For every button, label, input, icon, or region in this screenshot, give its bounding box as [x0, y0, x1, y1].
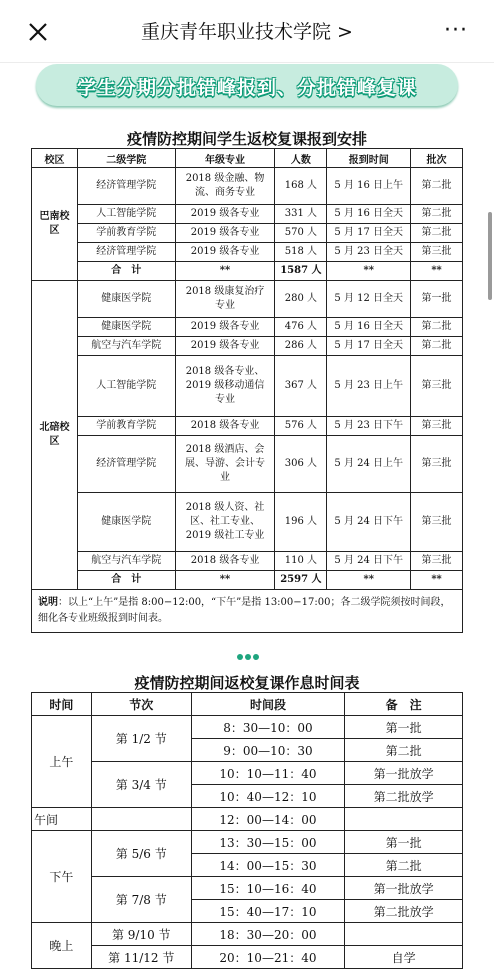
table-row [32, 243, 463, 262]
college-cell: 航空与汽车学院 [77, 337, 175, 356]
class-schedule-title: 疫情防控期间返校复课作息时间表 [134, 674, 360, 692]
header-cell: 报到时间 [327, 149, 411, 168]
campus-cell: 北碚校区 [32, 281, 78, 590]
batch-cell: 第三批 [411, 356, 463, 417]
college-cell: 航空与汽车学院 [77, 552, 175, 571]
time-cell: 5 月 24 日上午 [327, 436, 411, 493]
session-cell: 第 11/12 节 [91, 946, 191, 969]
time-range-cell: 15：10—16：40 [191, 877, 345, 900]
batch-cell: 第三批 [411, 552, 463, 571]
college-cell: 健康医学院 [77, 281, 175, 318]
time-cell: 5 月 16 日上午 [327, 168, 411, 205]
batch-cell: 第二批 [411, 205, 463, 224]
time-cell: 5 月 12 日全天 [327, 281, 411, 318]
header-cell: 时间段 [191, 693, 345, 716]
session-cell [91, 808, 191, 831]
session-cell: 第 9/10 节 [91, 923, 191, 946]
count-cell: 518 人 [275, 243, 327, 262]
time-range-cell: 20：10—21：40 [191, 946, 345, 969]
major-cell: 2019 级各专业 [175, 318, 275, 337]
total-label: 合 计 [77, 571, 175, 590]
time-cell: 5 月 23 日全天 [327, 243, 411, 262]
time-range-cell: 8：30—10：00 [191, 716, 345, 739]
header-cell: 备 注 [345, 693, 463, 716]
total-count: 1587 人 [275, 262, 327, 281]
header-cell: 节次 [91, 693, 191, 716]
header-cell: 时间 [32, 693, 92, 716]
remark-cell [345, 808, 463, 831]
time-range-cell: 14：00—15：30 [191, 854, 345, 877]
top-navigation-bar [0, 0, 494, 63]
remark-cell: 第二批放学 [345, 900, 463, 923]
major-cell: 2019 级各专业 [175, 205, 275, 224]
batch-cell: ** [411, 571, 463, 590]
major-cell: ** [175, 571, 275, 590]
table-row [32, 168, 463, 205]
table-row [32, 281, 463, 318]
period-cell: 午间 [32, 808, 92, 831]
table-row [32, 224, 463, 243]
batch-cell: 第三批 [411, 243, 463, 262]
page-title[interactable]: 重庆青年职业技术学院 > [141, 21, 353, 43]
table-row [32, 337, 463, 356]
major-cell: 2018 级金融、物流、商务专业 [175, 168, 275, 205]
class-schedule-table [31, 692, 463, 969]
remark-cell: 第二批 [345, 739, 463, 762]
count-cell: 110 人 [275, 552, 327, 571]
count-cell: 168 人 [275, 168, 327, 205]
divider-dot [253, 654, 259, 660]
total-row [32, 262, 463, 281]
table-note [32, 590, 463, 633]
college-cell: 学前教育学院 [77, 224, 175, 243]
total-label: 合 计 [77, 262, 175, 281]
note-label: 说明 [38, 597, 58, 608]
major-cell: ** [175, 262, 275, 281]
report-schedule-table [31, 148, 463, 633]
time-cell: 5 月 24 日下午 [327, 493, 411, 552]
session-cell: 第 7/8 节 [91, 877, 191, 923]
table-row [32, 318, 463, 337]
divider-dot [237, 654, 243, 660]
time-cell: 5 月 23 日下午 [327, 417, 411, 436]
college-cell: 经济管理学院 [77, 243, 175, 262]
remark-cell: 第一批 [345, 716, 463, 739]
header-cell: 人数 [275, 149, 327, 168]
table-row [32, 877, 463, 900]
session-cell: 第 5/6 节 [91, 831, 191, 877]
major-cell: 2018 级康复治疗专业 [175, 281, 275, 318]
time-cell: 5 月 23 日上午 [327, 356, 411, 417]
major-cell: 2018 级各专业 [175, 552, 275, 571]
session-cell: 第 1/2 节 [91, 716, 191, 762]
batch-cell: 第二批 [411, 224, 463, 243]
college-cell: 人工智能学院 [77, 356, 175, 417]
table-header-row [32, 149, 463, 168]
batch-cell: 第二批 [411, 168, 463, 205]
major-cell: 2019 级各专业 [175, 224, 275, 243]
time-cell: ** [327, 262, 411, 281]
table-row [32, 923, 463, 946]
count-cell: 331 人 [275, 205, 327, 224]
batch-cell: 第三批 [411, 493, 463, 552]
time-cell: 5 月 17 日全天 [327, 224, 411, 243]
total-count: 2597 人 [275, 571, 327, 590]
remark-cell: 第一批放学 [345, 877, 463, 900]
period-cell: 下午 [32, 831, 92, 923]
count-cell: 306 人 [275, 436, 327, 493]
time-range-cell: 18：30—20：00 [191, 923, 345, 946]
time-range-cell: 12：00—14：00 [191, 808, 345, 831]
count-cell: 286 人 [275, 337, 327, 356]
remark-cell: 第二批 [345, 854, 463, 877]
note-text: ：以上“上午”是指 8:00−12:00，“下午”是指 13:00−17:00；各二级学院须按时间段，细化各专业班级报到时间表。 [38, 597, 451, 624]
time-range-cell: 9：00—10：30 [191, 739, 345, 762]
table-row [32, 762, 463, 785]
table-row [32, 436, 463, 493]
time-cell: 5 月 16 日全天 [327, 205, 411, 224]
note-row [32, 590, 463, 633]
banner-text: 学生分期分批错峰报到、分批错峰复课 [76, 77, 417, 99]
time-range-cell: 13：30—15：00 [191, 831, 345, 854]
report-schedule-title: 疫情防控期间学生返校复课报到安排 [126, 130, 367, 148]
major-cell: 2018 级各专业 [175, 417, 275, 436]
time-cell: 5 月 24 日下午 [327, 552, 411, 571]
remark-cell: 第二批放学 [345, 785, 463, 808]
remark-cell [345, 923, 463, 946]
college-cell: 健康医学院 [77, 493, 175, 552]
major-cell: 2018 级人资、社区、社工专业、2019 级社工专业 [175, 493, 275, 552]
divider-dot [245, 654, 251, 660]
table-row [32, 205, 463, 224]
college-cell: 人工智能学院 [77, 205, 175, 224]
college-cell: 经济管理学院 [77, 436, 175, 493]
college-cell: 经济管理学院 [77, 168, 175, 205]
total-row [32, 571, 463, 590]
major-cell: 2019 级各专业 [175, 243, 275, 262]
header-cell: 校区 [32, 149, 78, 168]
major-cell: 2019 级各专业 [175, 337, 275, 356]
batch-cell: 第三批 [411, 417, 463, 436]
table-header-row [32, 693, 463, 716]
time-cell: 5 月 16 日全天 [327, 318, 411, 337]
time-range-cell: 15：40—17：10 [191, 900, 345, 923]
time-cell: 5 月 17 日全天 [327, 337, 411, 356]
batch-cell: 第三批 [411, 436, 463, 493]
scrollbar-thumb[interactable] [488, 212, 492, 300]
header-cell: 批次 [411, 149, 463, 168]
table-row [32, 946, 463, 969]
major-cell: 2018 级各专业、2019 级移动通信专业 [175, 356, 275, 417]
header-cell: 年级专业 [175, 149, 275, 168]
table-row [32, 808, 463, 831]
major-cell: 2018 级酒店、会展、导游、会计专业 [175, 436, 275, 493]
table-row [32, 552, 463, 571]
time-range-cell: 10：40—12：10 [191, 785, 345, 808]
session-cell: 第 3/4 节 [91, 762, 191, 808]
count-cell: 280 人 [275, 281, 327, 318]
table-row [32, 493, 463, 552]
campus-cell: 巴南校区 [32, 168, 78, 281]
period-cell: 上午 [32, 716, 92, 808]
batch-cell: 第一批 [411, 281, 463, 318]
remark-cell: 第一批放学 [345, 762, 463, 785]
divider-dots [237, 653, 259, 661]
count-cell: 367 人 [275, 356, 327, 417]
period-cell: 晚上 [32, 923, 92, 969]
section-banner [36, 64, 458, 106]
remark-cell: 第一批 [345, 831, 463, 854]
batch-cell: 第二批 [411, 337, 463, 356]
time-range-cell: 10：10—11：40 [191, 762, 345, 785]
college-cell: 学前教育学院 [77, 417, 175, 436]
college-cell: 健康医学院 [77, 318, 175, 337]
batch-cell: 第二批 [411, 318, 463, 337]
header-cell: 二级学院 [77, 149, 175, 168]
table-row [32, 831, 463, 854]
table-row [32, 356, 463, 417]
count-cell: 570 人 [275, 224, 327, 243]
table-row [32, 716, 463, 739]
time-cell: ** [327, 571, 411, 590]
table-row [32, 417, 463, 436]
remark-cell: 自学 [345, 946, 463, 969]
count-cell: 476 人 [275, 318, 327, 337]
more-options-button[interactable]: ··· [444, 18, 468, 43]
count-cell: 196 人 [275, 493, 327, 552]
count-cell: 576 人 [275, 417, 327, 436]
batch-cell: ** [411, 262, 463, 281]
